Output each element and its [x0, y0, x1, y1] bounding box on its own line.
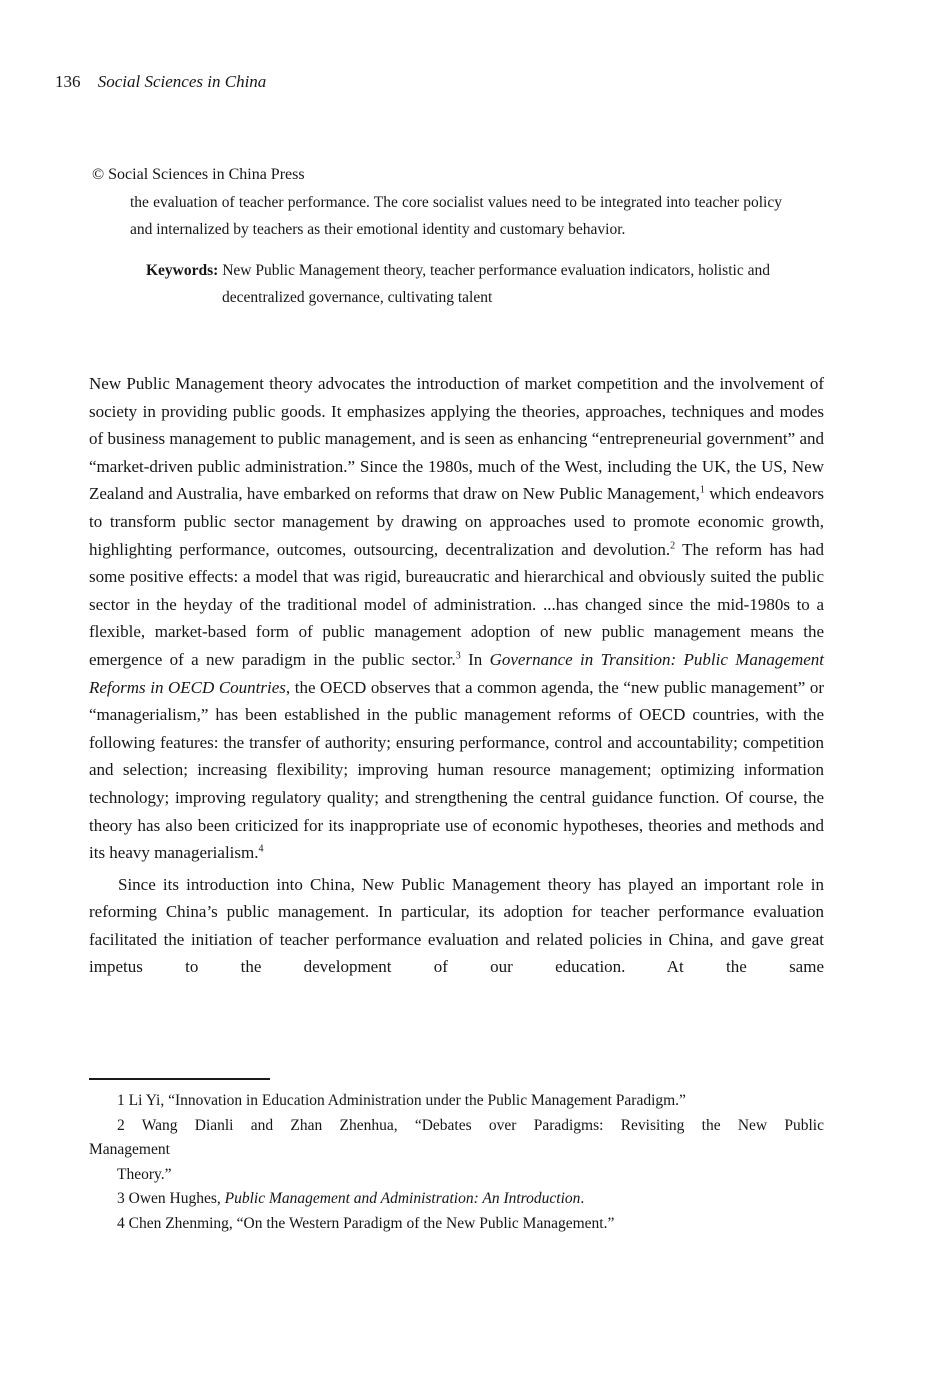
abstract-text: the evaluation of teacher performance. The core socialist values need to be integrated into teacher policy and internalized by teachers as their emotional identity and customary behavior.	[130, 194, 782, 238]
body-paragraph-2: Since its introduction into China, New Public Management theory has played an important role in reforming China’s public management. In particular, its adoption for teacher performance evaluation facilitated the initiation of teacher performance evaluation and related policies in China, and gave great impetus to the development of our education. At the same	[89, 874, 824, 977]
front-matter	[89, 166, 824, 311]
footnote-2-line1: 2 Wang Dianli and Zhan Zhenhua, “Debates over Paradigms: Revisiting the New Public	[117, 1116, 824, 1134]
footnote-1: 1 Li Yi, “Innovation in Education Administration under the Public Management Paradigm.”	[117, 1092, 686, 1109]
paragraph-segment: , the OECD observes that a common agenda, the “new public management” or “managerialism,” has been established in the public management reforms of OECD countries, with the following features: the transfer of authority; ensuring performance, control and accountability; competition and selection; increasing flexibility; improving human resource management; optimizing information technology; improving regulatory quality; and strengthening the central guidance function. Of course, the theory has also been criticized for its inappropriate use of economic hypotheses, theories and methods and its heavy managerialism.	[89, 677, 824, 863]
body-paragraph-1	[89, 370, 824, 867]
keywords-label: Keywords:	[146, 262, 219, 279]
keywords-text: New Public Management theory, teacher performance evaluation indicators, holistic and decentralized governance, cultivating talent	[218, 262, 770, 306]
footnote-ref-4: 4	[258, 843, 264, 855]
footnote-segment: .	[580, 1190, 585, 1207]
paragraph-segment: New Public Management theory advocates the introduction of market competition and the involvement of society in providing public goods. It emphasizes applying the theories, approaches, techniques and modes of business management to public management, and is seen as enhancing “entrepreneurial government” and “market-driven public administration.” Since the 1980s, much of the West, including the UK, the US, New Zealand and Australia, have embarked on reforms that draw on New Public Management,	[89, 374, 824, 504]
article-body	[89, 370, 824, 981]
running-head	[55, 72, 266, 92]
footnote-2-line3: Theory.”	[117, 1165, 172, 1183]
book-title: Public Management and Administration: An Introduction	[224, 1190, 581, 1207]
footnote-ref-2: 2	[670, 539, 676, 551]
paragraph-segment: In	[460, 649, 490, 669]
footnote-2-line2: Management	[89, 1141, 170, 1158]
journal-title: Social Sciences in China	[97, 72, 267, 91]
footnote-4: 4 Chen Zhenming, “On the Western Paradigm of the New Public Management.”	[117, 1214, 615, 1232]
footnote-ref-1: 1	[699, 484, 705, 496]
paragraph-segment: which endeavors to transform public sector management by drawing on approaches used to promote economic growth, highlighting performance, outcomes, outsourcing, decentralization and devolution.	[89, 484, 824, 559]
book-title: Governance in Transition: Public Management Reforms in OECD Countries	[89, 649, 824, 697]
footnote-divider	[89, 1078, 270, 1080]
footnote-segment: 3 Owen Hughes,	[117, 1190, 225, 1207]
copyright-line: © Social Sciences in China Press	[92, 166, 305, 183]
footnote-ref-3: 3	[455, 650, 461, 662]
page-number: 136	[55, 72, 81, 91]
footnote-area	[89, 1078, 824, 1236]
footnote-3	[89, 1187, 824, 1212]
paragraph-segment: The reform has had some positive effects: a model that was rigid, bureaucratic and hierarchical and obviously suited the public sector in the heyday of the traditional model of administration. ...has changed since the mid-1980s to a flexible, market-based form of public management adoption of new public management means the emergence of a new paradigm in the public sector.	[89, 539, 824, 669]
keywords-block	[89, 257, 824, 311]
